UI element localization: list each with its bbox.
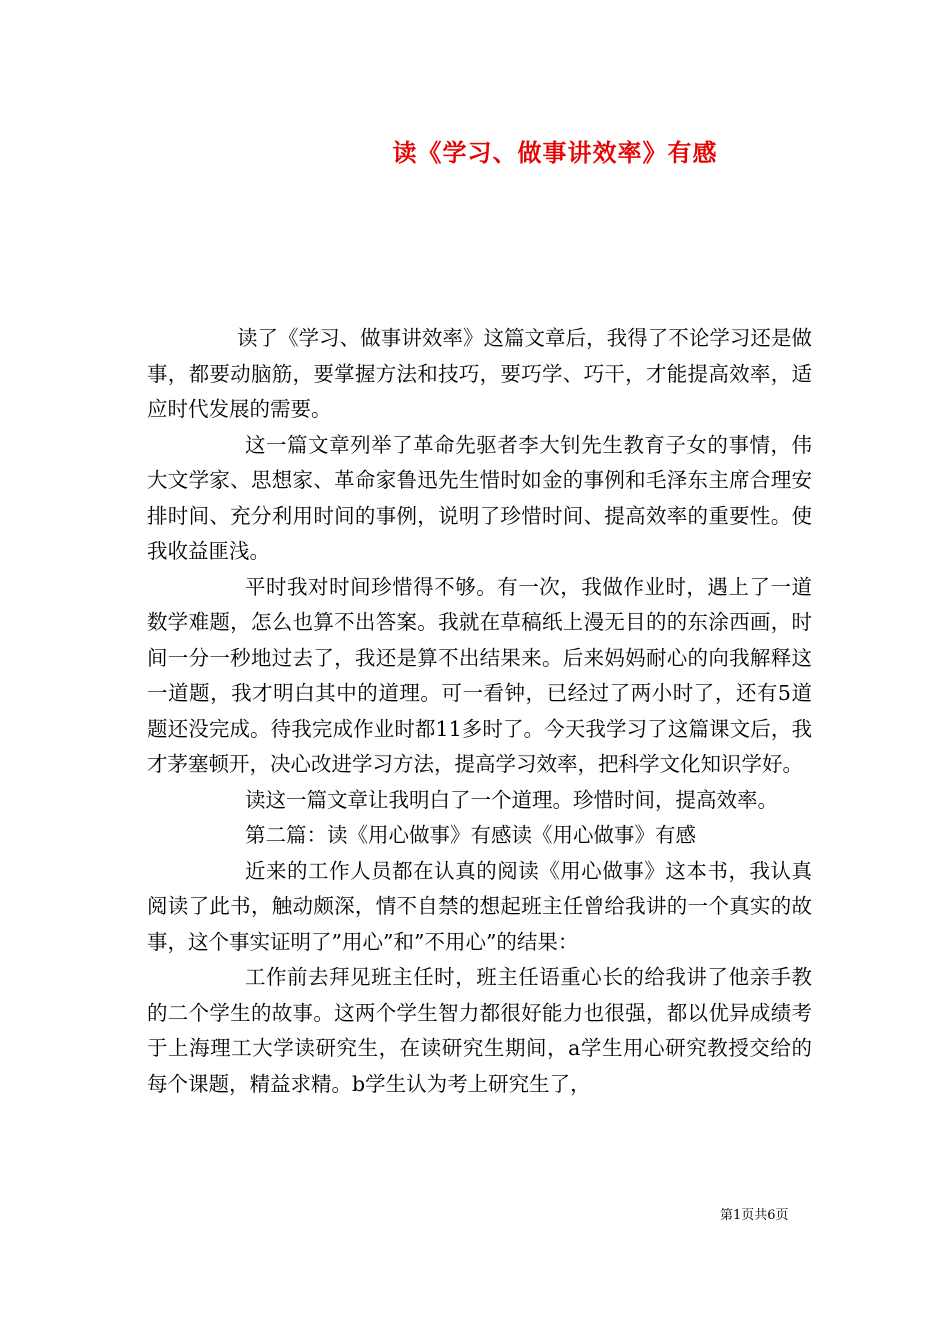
page-title: 读《学习、做事讲效率》有感 <box>392 138 718 167</box>
section-heading: 第二篇：读《用心做事》有感读《用心做事》有感 <box>245 823 696 847</box>
paragraph: 近来的工作人员都在认真的阅读《用心做事》这本书，我认真阅读了此书，触动颇深，情不自禁的想起班主任曾给我讲的一个真实的故事，这个事实证明了”用心”和”不用心”的结果： <box>147 858 812 954</box>
paragraph: 工作前去拜见班主任时，班主任语重心长的给我讲了他亲手教的二个学生的故事。这两个学生智力都很好能力也很强，都以优异成绩考于上海理工大学读研究生，在读研究生期间，a学生用心研究教授交给的每个课题，精益求精。b学生认为考上研究生了， <box>147 965 812 1096</box>
article-body <box>147 321 812 1102</box>
paragraph: 读这一篇文章让我明白了一个道理。珍惜时间，提高效率。 <box>245 787 778 812</box>
page-number-footer: 第1页共6页 <box>720 1208 789 1223</box>
paragraph: 读了《学习、做事讲效率》这篇文章后，我得了不论学习还是做事，都要动脑筋，要掌握方法和技巧，要巧学、巧干，才能提高效率，适应时代发展的需要。 <box>147 326 812 421</box>
paragraph: 这一篇文章列举了革命先驱者李大钊先生教育子女的事情，伟大文学家、思想家、革命家鲁迅先生惜时如金的事例和毛泽东主席合理安排时间、充分利用时间的事例，说明了珍惜时间、提高效率的重要性。使我收益匪浅。 <box>147 432 812 563</box>
paragraph: 平时我对时间珍惜得不够。有一次，我做作业时，遇上了一道数学难题，怎么也算不出答案。我就在草稿纸上漫无目的的东涂西画，时间一分一秒地过去了，我还是算不出结果来。后来妈妈耐心的向我解释这一道题，我才明白其中的道理。可一看钟，已经过了两小时了，还有5道题还没完成。待我完成作业时都11多时了。今天我学习了这篇课文后，我才茅塞顿开，决心改进学习方法，提高学习效率，把科学文化知识学好。 <box>147 574 812 776</box>
